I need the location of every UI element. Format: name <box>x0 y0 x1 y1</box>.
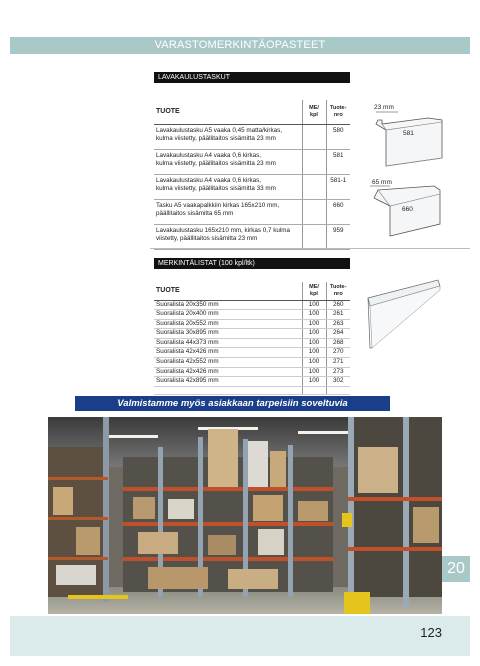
product-description: Lavakaulustasku 165x210 mm, kirkas 0,7 kulma viistetty, päällitaitos sisämitta 23 mm <box>154 224 302 249</box>
product-code: 261 <box>326 310 350 320</box>
table-row <box>154 124 350 149</box>
table-row <box>154 300 350 310</box>
dimension-label-23mm: 23 mm <box>374 104 394 111</box>
product-name: Suoralista 30x895 mm <box>154 329 302 339</box>
table-row <box>154 348 350 358</box>
table-row <box>154 224 350 249</box>
product-code: 302 <box>326 377 350 387</box>
chapter-tab: 20 <box>442 556 470 582</box>
product-me: 100 <box>302 338 326 348</box>
table-row <box>154 149 350 174</box>
product-code: 263 <box>326 319 350 329</box>
product-name: Suoralista 20x350 mm <box>154 300 302 310</box>
product-name: Suoralista 20x400 mm <box>154 310 302 320</box>
page-number: 123 <box>420 625 442 640</box>
product-code: 273 <box>326 367 350 377</box>
product-me <box>302 174 326 199</box>
product-me: 100 <box>302 348 326 358</box>
column-me: ME/ kpl <box>302 100 326 124</box>
product-me <box>302 199 326 224</box>
product-code: 581-1 <box>326 174 350 199</box>
page-footer <box>10 616 470 656</box>
product-code: 268 <box>326 338 350 348</box>
label-strips-table <box>154 282 350 395</box>
product-code: 260 <box>326 300 350 310</box>
table-row <box>154 199 350 224</box>
table-row <box>154 319 350 329</box>
product-name: Suoralista 42x426 mm <box>154 348 302 358</box>
product-code: 581 <box>326 149 350 174</box>
product-code: 959 <box>326 224 350 249</box>
product-me: 100 <box>302 329 326 339</box>
warehouse-photo <box>48 417 442 614</box>
product-description: Lavakaulustasku A4 vaaka 0,6 kirkas, kulma viistetty, päällitaitos sisämitta 33 mm <box>154 174 302 199</box>
label-strip-illustration <box>366 278 442 350</box>
column-product: TUOTE <box>154 282 302 300</box>
table-row <box>154 310 350 320</box>
table-row-empty <box>154 386 350 394</box>
product-description: Lavakaulustasku A5 vaaka 0,45 matta/kirkas, kulma viistetty, päällitaitos sisämitta 23 mm <box>154 124 302 149</box>
product-me <box>302 124 326 149</box>
custom-products-banner: Valmistamme myös asiakkaan tarpeisiin soveltuvia <box>75 396 390 411</box>
product-name: Suoralista 44x373 mm <box>154 338 302 348</box>
product-code: 271 <box>326 358 350 368</box>
product-name: Suoralista 42x895 mm <box>154 377 302 387</box>
product-me: 100 <box>302 377 326 387</box>
table-row <box>154 338 350 348</box>
table-row <box>154 358 350 368</box>
dimension-label-65mm: 65 mm <box>372 179 392 186</box>
product-description: Lavakaulustasku A4 vaaka 0,6 kirkas, kulma viistetty, päällitaitos sisämitta 23 mm <box>154 149 302 174</box>
product-me: 100 <box>302 310 326 320</box>
pocket-660-code: 660 <box>402 206 413 213</box>
page-header: VARASTOMERKINTÄOPASTEET <box>10 37 470 54</box>
section-divider <box>150 248 470 249</box>
product-me: 100 <box>302 300 326 310</box>
product-code: 270 <box>326 348 350 358</box>
table-row <box>154 174 350 199</box>
product-code: 660 <box>326 199 350 224</box>
column-product: TUOTE <box>154 100 302 124</box>
product-code: 580 <box>326 124 350 149</box>
table-row <box>154 329 350 339</box>
product-description: Tasku A5 vaakapalkkiin kirkas 165x210 mm, päällitaitos sisämitta 65 mm <box>154 199 302 224</box>
product-me: 100 <box>302 367 326 377</box>
pocket-581-code: 581 <box>403 130 414 137</box>
section-label-merkintalistat: MERKINTÄLISTAT (100 kpl/ltk) <box>154 258 350 269</box>
table-row <box>154 367 350 377</box>
product-me <box>302 224 326 249</box>
pocket-660-illustration <box>368 184 448 244</box>
column-code: Tuote- nro <box>326 100 350 124</box>
product-me <box>302 149 326 174</box>
product-name: Suoralista 42x426 mm <box>154 367 302 377</box>
product-name: Suoralista 20x552 mm <box>154 319 302 329</box>
product-me: 100 <box>302 358 326 368</box>
table-row <box>154 377 350 387</box>
pocket-581-illustration <box>368 110 448 170</box>
product-code: 264 <box>326 329 350 339</box>
product-name: Suoralista 42x552 mm <box>154 358 302 368</box>
column-me: ME/ kpl <box>302 282 326 300</box>
column-code: Tuote- nro <box>326 282 350 300</box>
pocket-products-table <box>154 100 350 250</box>
section-label-lavakaulustaskut: LAVAKAULUSTASKUT <box>154 72 350 83</box>
product-me: 100 <box>302 319 326 329</box>
